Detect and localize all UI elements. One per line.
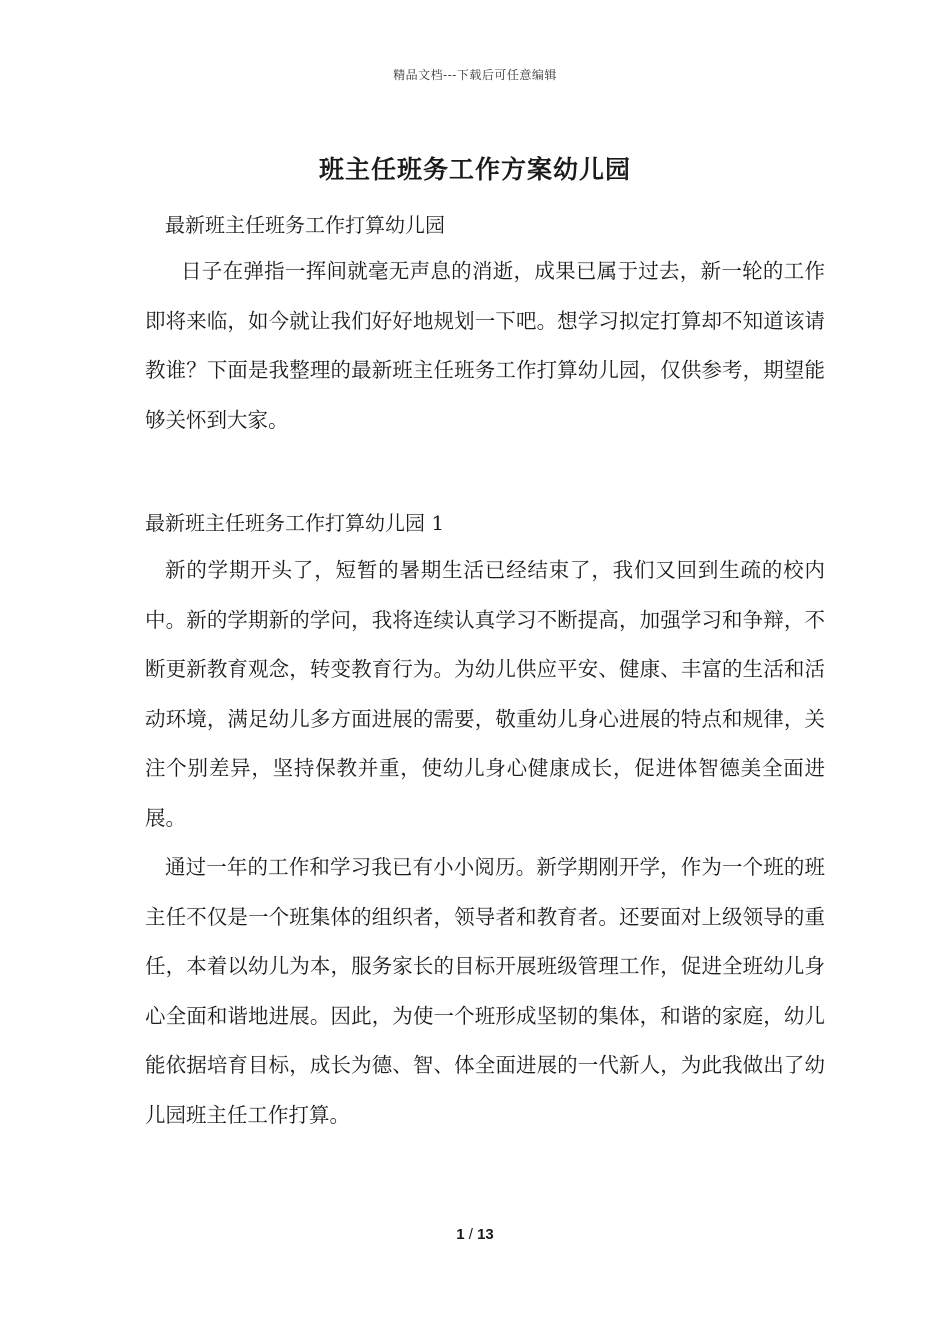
section-heading: 最新班主任班务工作打算幼儿园 1: [145, 511, 445, 535]
page-separator: /: [468, 1226, 473, 1243]
total-pages-number: 13: [477, 1226, 494, 1243]
page-header: 精品文档---下载后可任意编辑: [393, 68, 557, 82]
document-title: 班主任班务工作方案幼儿园: [318, 155, 631, 184]
body-paragraph-1: 新的学期开头了，短暂的暑期生活已经结束了，我们又回到生疏的校内中。新的学期新的学问，我将连续认真学习不断提高，加强学习和争辩，不断更新教育观念，转变教育行为。为幼儿供应平安、健康、丰富的生活和活动环境，满足幼儿多方面进展的需要，敬重幼儿身心进展的特点和规律，关注个别差异，坚持保教并重，使幼儿身心健康成长，促进体智德美全面进展。: [145, 558, 825, 830]
page-number: [0, 1226, 950, 1243]
body-paragraph-2: 通过一年的工作和学习我已有小小阅历。新学期刚开学，作为一个班的班主任不仅是一个班集体的组织者，领导者和教育者。还要面对上级领导的重任，本着以幼儿为本，服务家长的目标开展班级管理工作，促进全班幼儿身心全面和谐地进展。因此，为使一个班形成坚韧的集体，和谐的家庭，幼儿能依据培育目标，成长为德、智、体全面进展的一代新人，为此我做出了幼儿园班主任工作打算。: [145, 855, 825, 1127]
intro-paragraph: 日子在弹指一挥间就毫无声息的消逝，成果已属于过去，新一轮的工作即将来临，如今就让我们好好地规划一下吧。想学习拟定打算却不知道该请教谁？下面是我整理的最新班主任班务工作打算幼儿园，仅供参考，期望能够关怀到大家。: [145, 259, 825, 432]
current-page-number: 1: [456, 1226, 465, 1243]
document-subtitle: 最新班主任班务工作打算幼儿园: [165, 213, 445, 237]
